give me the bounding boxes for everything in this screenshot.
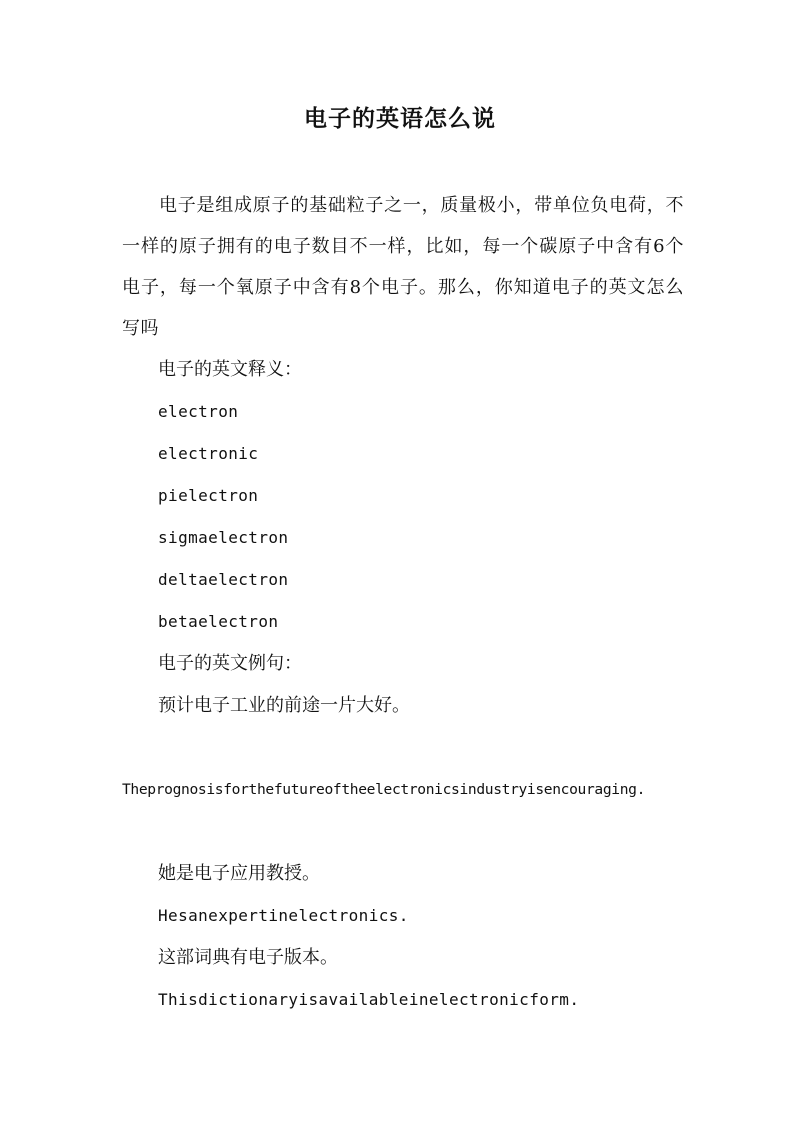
meaning-item: pielectron	[158, 486, 259, 505]
meanings-heading: 电子的英文释义：	[158, 359, 302, 380]
document-title: 电子的英语怎么说	[304, 105, 496, 132]
meaning-item: electronic	[158, 444, 259, 463]
examples-heading: 电子的英文例句：	[158, 653, 302, 674]
example-english: Theprognosisforthefutureoftheelectronicsindustryisencouraging.	[122, 781, 646, 798]
meaning-item: deltaelectron	[158, 570, 289, 589]
intro-paragraph: 电子是组成原子的基础粒子之一，质量极小，带单位负电荷，不一样的原子拥有的电子数目不一样，比如，每一个碳原子中含有6个电子，每一个氧原子中含有8个电子。那么，你知道电子的英文怎么写吗	[122, 195, 684, 339]
example-chinese: 预计电子工业的前途一片大好。	[158, 695, 410, 716]
example-chinese: 这部词典有电子版本。	[158, 947, 338, 968]
meaning-item: electron	[158, 402, 239, 421]
example-chinese: 她是电子应用教授。	[158, 863, 320, 884]
example-english: Thisdictionaryisavailableinelectronicform.	[158, 990, 580, 1009]
meaning-item: betaelectron	[158, 612, 279, 631]
meaning-item: sigmaelectron	[158, 528, 289, 547]
example-english: Hesanexpertinelectronics.	[158, 906, 409, 925]
